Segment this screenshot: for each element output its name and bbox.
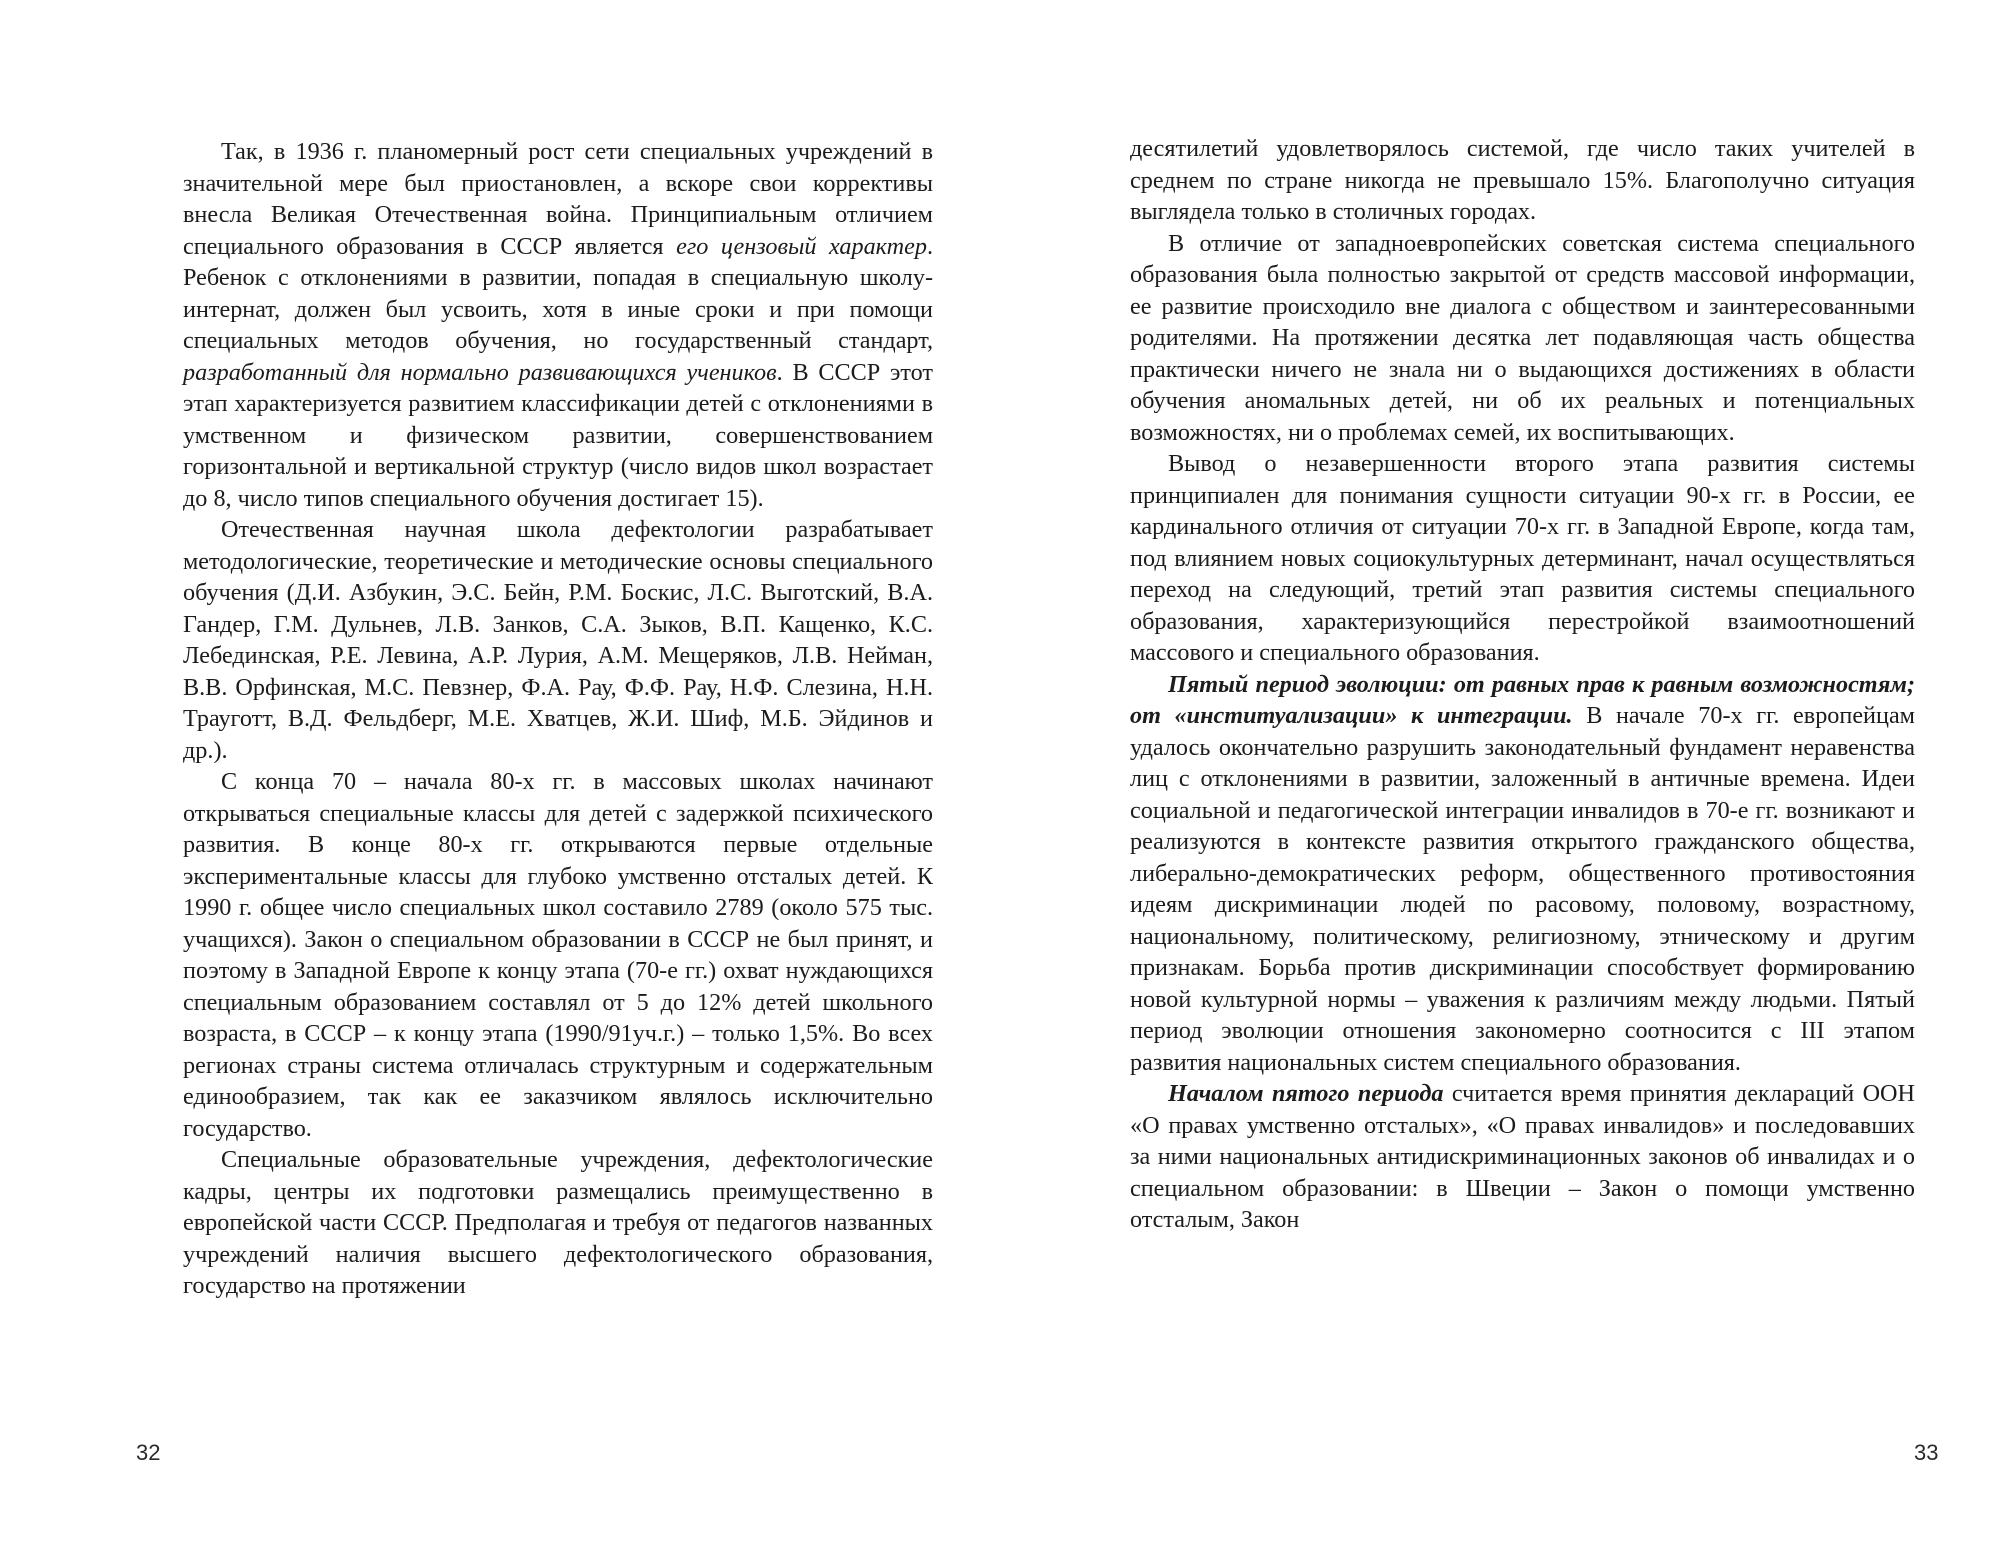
italic-phrase: его цензовый характер bbox=[676, 232, 927, 260]
page-number: 32 bbox=[136, 1440, 161, 1465]
paragraph-text: . В СССР этот этап характеризуется развитием классификации детей с отклонениями в умственном и физическом развитии, совершенствованием горизонтальной и вертикальной структур (число видов школ возрастает до 8, число типов специального обучения достигает 15). bbox=[183, 358, 933, 512]
paragraph: В отличие от западноевропейских советская система специального образования была полностью закрытой от средств массовой информации, ее развитие происходило вне диалога с обществом и заинтересованными родителями. На протяжении десятка лет подавляющая часть общества практически ничего не знала ни о выдающихся достижениях в области обучения аномальных детей, ни об их реальных и потенциальных возможностях, ни о проблемах семей, их воспитывающих. bbox=[1130, 229, 1915, 446]
page-number: 33 bbox=[1914, 1440, 1939, 1465]
paragraph bbox=[1130, 1078, 1915, 1236]
paragraph-text: В начале 70-х гг. европейцам удалось окончательно разрушить законодательный фундамент неравенства лиц с отклонениями в развитии, заложенный в античные времена. Идеи социальной и педагогической интеграции инвалидов в 70-е гг. возникают и реализуются в контексте развития открытого гражданского общества, либерально-демократических реформ, общественного противостояния идеям дискриминации людей по расовому, половому, возрастному, национальному, политическому, религиозному, этническому и другим признакам. Борьба против дискриминации способствует формированию новой культурной нормы – уважения к различиям между людьми. Пятый период эволюции отношения закономерно соотносится с III этапом развития национальных систем специального образования. bbox=[1130, 702, 1915, 1076]
paragraph: Специальные образовательные учреждения, дефектологические кадры, центры их подготовки размещались преимущественно в европейской части СССР. Предполагая и требуя от педагогов названных учреждений наличия высшего дефектологического образования, государство на протяжении bbox=[183, 1146, 933, 1299]
left-page-text bbox=[183, 136, 933, 1302]
paragraph: Отечественная научная школа дефектологии разрабатывает методологические, теоретические и методические основы специального обучения (Д.И. Азбукин, Э.С. Бейн, Р.М. Боскис, Л.С. Выготский, В.А. Гандер, Г.М. Дульнев, Л.В. Занков, С.А. Зыков, В.П. Кащенко, К.С. Лебединская, Р.Е. Левина, А.Р. Лурия, А.М. Мещеряков, Л.В. Нейман, В.В. Орфинская, М.С. Певзнер, Ф.А. Рау, Ф.Ф. Рау, Н.Ф. Слезина, Н.Н. Трауготт, В.Д. Фельдберг, М.Е. Хватцев, Ж.И. Шиф, М.Б. Эйдинов и др.). bbox=[183, 516, 933, 764]
paragraph: десятилетий удовлетворялось системой, где число таких учителей в среднем по стране никогда не превышало 15%. Благополучно ситуация выглядела только в столичных городах. bbox=[1130, 135, 1915, 225]
paragraph-text: . Ребенок с отклонениями в развитии, попадая в специальную школу-интернат, должен был усвоить, хотя в иные сроки и при помощи специальных методов обучения, но государственный стандарт, bbox=[183, 232, 934, 354]
paragraph: С конца 70 – начала 80-х гг. в массовых школах начинают открываться специальные классы для детей с задержкой психического развития. В конце 80-х гг. открываются первые отдельные экспериментальные классы для глубоко умственно отсталых детей. К 1990 г. общее число специальных школ составило 2789 (около 575 тыс. учащихся). Закон о специальном образовании в СССР не был принят, и поэтому в Западной Европе к концу этапа (70-е гг.) охват нуждающихся специальным образованием составлял от 5 до 12% детей школьного возраста, в СССР – к концу этапа (1990/91уч.г.) – только 1,5%. Во всех регионах страны система отличалась структурным и содержательным единообразием, так как ее заказчиком являлось исключительно государство. bbox=[183, 768, 933, 1142]
paragraph bbox=[1130, 669, 1915, 1079]
bold-italic-heading: Началом пятого периода bbox=[1168, 1080, 1444, 1107]
paragraph-text: Так, в 1936 г. планомерный рост сети специальных учреждений в значительной мере был приостановлен, а вскоре свои коррективы внесла Великая Отечественная война. Принципиальным отличием специального образования в СССР является bbox=[183, 138, 933, 260]
right-page-text bbox=[1130, 133, 1915, 1236]
bold-italic-heading: Пятый период эволюции: от равных прав к равным возможностям; от «институализации» к интеграции. bbox=[1130, 670, 1915, 729]
paragraph bbox=[183, 136, 933, 514]
paragraph: Вывод о незавершенности второго этапа развития системы принципиален для понимания сущности ситуации 90-х гг. в России, ее кардинального отличия от ситуации 70-х гг. в Западной Европе, когда там, под влиянием новых социокультурных детерминант, начал осуществляться переход на следующий, третий этап развития системы специального образования, характеризующийся перестройкой взаимоотношений массового и специального образования. bbox=[1130, 450, 1915, 666]
paragraph-text: считается время принятия деклараций ООН «О правах умственно отсталых», «О правах инвалидов» и последовавших за ними национальных антидискриминационных законов об инвалидах и о специальном образовании: в Швеции – Закон о помощи умственно отсталым, Закон bbox=[1130, 1080, 1915, 1233]
italic-phrase: разработанный для нормально развивающихся учеников bbox=[183, 358, 777, 386]
right-page bbox=[1000, 0, 2000, 1543]
